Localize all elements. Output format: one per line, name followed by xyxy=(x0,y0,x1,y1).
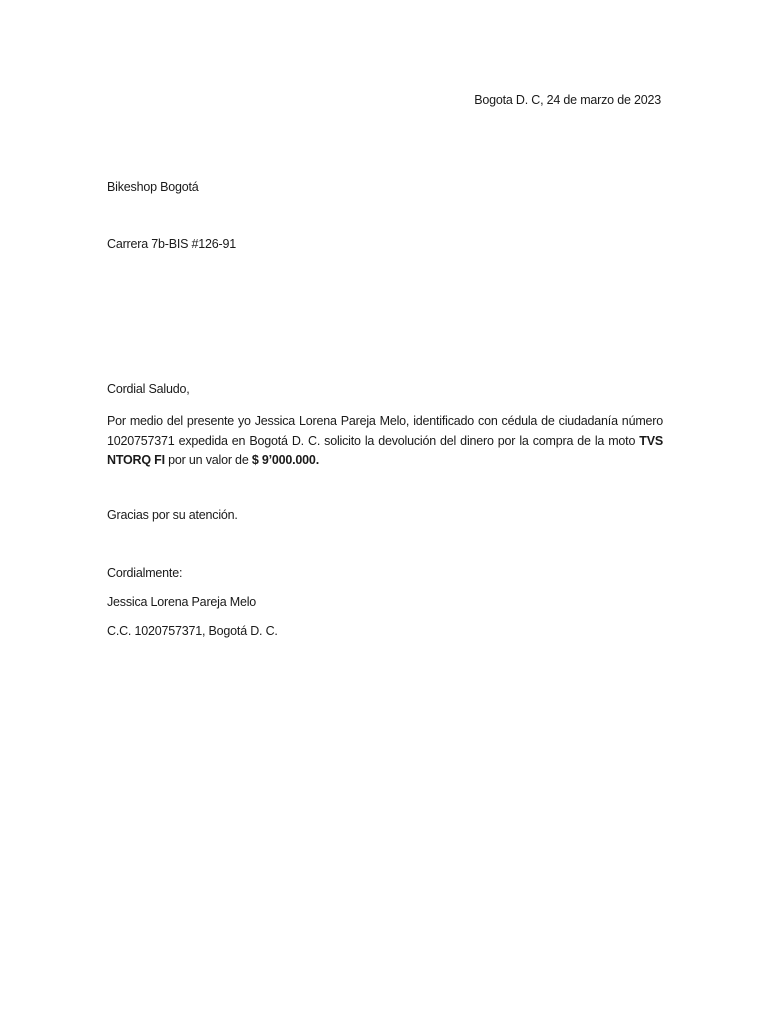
greeting: Cordial Saludo, xyxy=(107,382,190,396)
letter-date: Bogota D. C, 24 de marzo de 2023 xyxy=(474,93,661,107)
body-text-part2: por un valor de xyxy=(164,453,252,467)
recipient-name: Bikeshop Bogotá xyxy=(107,180,199,194)
signer-name: Jessica Lorena Pareja Melo xyxy=(107,595,257,609)
recipient-address: Carrera 7b-BIS #126-91 xyxy=(107,237,237,251)
letter-body xyxy=(107,412,663,471)
vehicle-model: TVS NTORQ FI xyxy=(107,433,663,467)
signer-id: C.C. 1020757371, Bogotá D. C. xyxy=(107,624,278,638)
body-text-part3: . xyxy=(315,453,319,467)
thanks-line: Gracias por su atención. xyxy=(107,508,238,522)
body-text-part1: Por medio del presente yo Jessica Lorena Pareja Melo, identificado con cédula de ciudadanía número 1020757371 expedida en Bogotá D. C. solicito la devolución del dinero por la compra de la moto xyxy=(107,414,663,448)
closing-line: Cordialmente: xyxy=(107,566,183,580)
refund-amount: $ 9’000.000 xyxy=(251,453,316,467)
